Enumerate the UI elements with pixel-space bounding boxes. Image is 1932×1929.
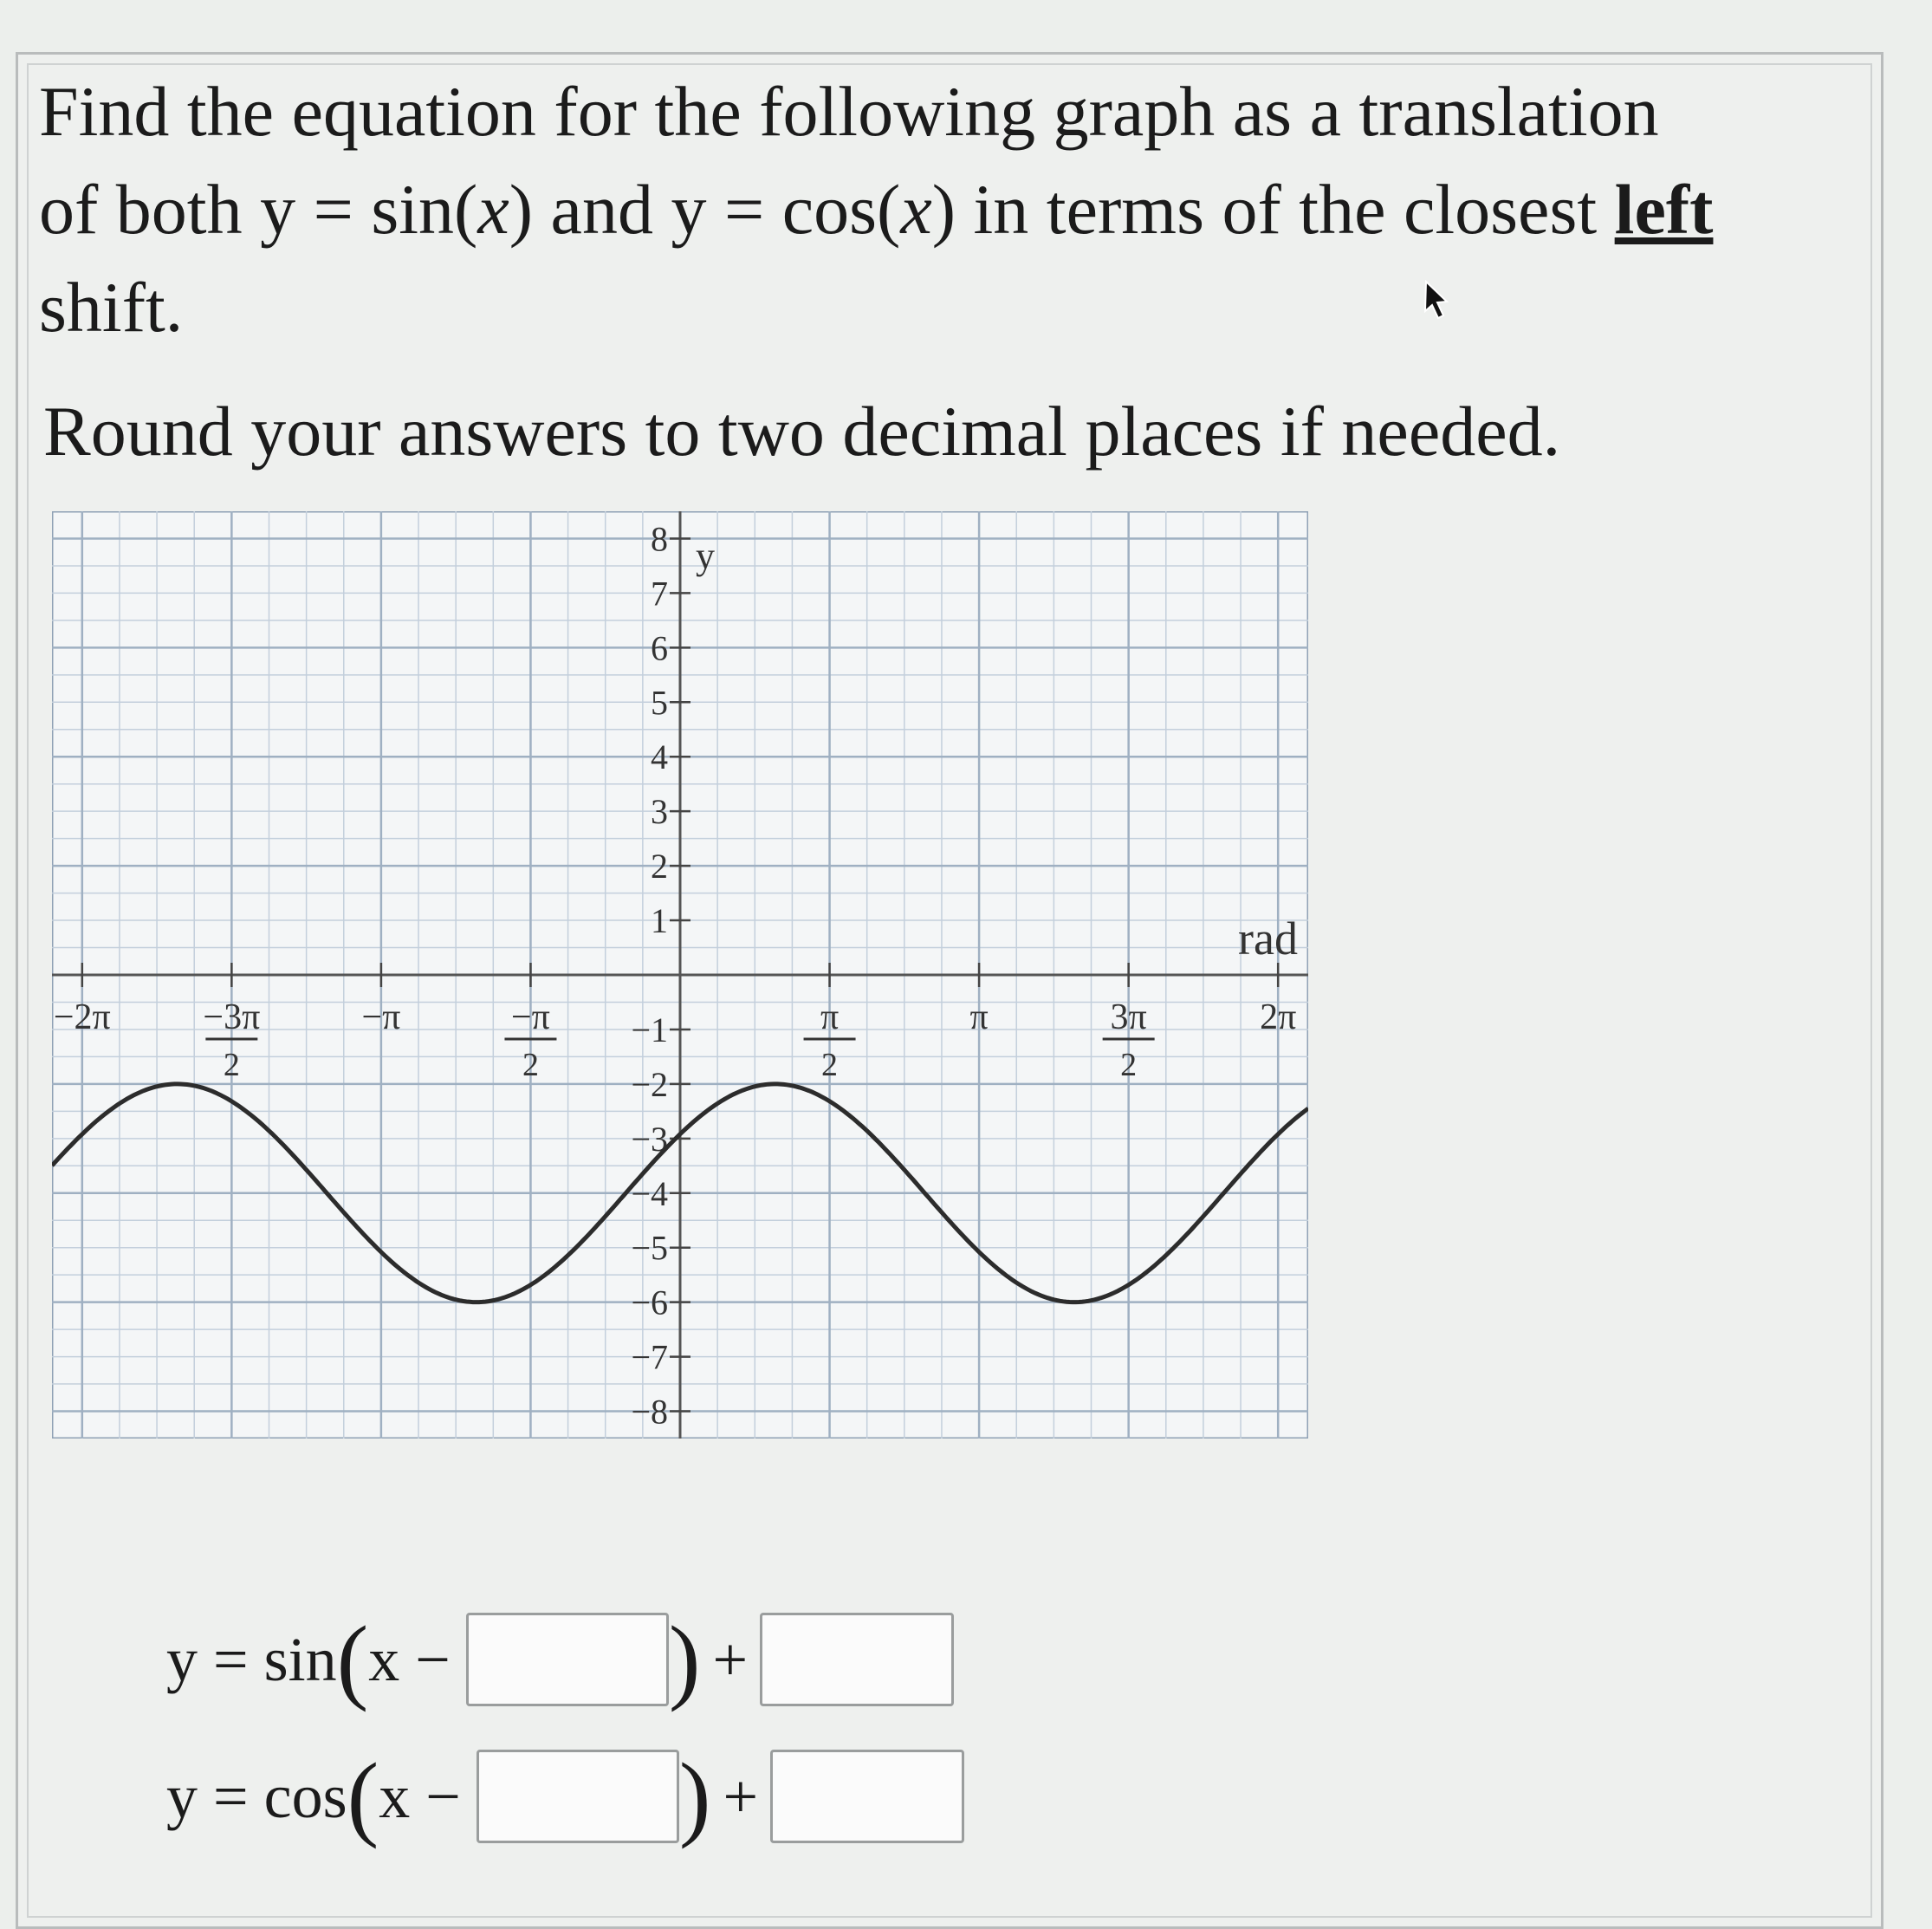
y-tick-label: −1	[631, 1010, 668, 1049]
x-tick-label: −π	[361, 997, 401, 1037]
y-tick-label: −3	[631, 1119, 668, 1159]
mouse-pointer-icon	[1421, 279, 1450, 322]
y-tick-label: 5	[651, 683, 668, 723]
y-tick-label: −6	[631, 1283, 668, 1322]
y-tick-label: 8	[651, 519, 668, 559]
instruction-text: Round your answers to two decimal places if needed.	[43, 392, 1561, 471]
y-tick-label: 4	[651, 737, 668, 777]
y-tick-label: −7	[631, 1337, 668, 1377]
x-tick-label: 3π	[1110, 997, 1147, 1037]
sine-close-paren: )	[668, 1607, 701, 1712]
x-tick-label: π	[820, 997, 840, 1037]
graph	[52, 511, 1308, 1439]
x-tick-label: −π	[510, 997, 550, 1037]
y-tick-label: −4	[631, 1173, 668, 1213]
x-tick-label: π	[969, 997, 989, 1037]
x-axis-label: rad	[1238, 913, 1298, 964]
y-tick-label: −8	[631, 1392, 668, 1432]
y-tick-label: −5	[631, 1228, 668, 1268]
x-tick-label: 2π	[1260, 997, 1297, 1037]
x-tick-label: −3π	[203, 997, 261, 1037]
left-emphasis: left	[1614, 170, 1714, 249]
question-line-1: Find the equation for the following graph as a translation	[39, 72, 1659, 151]
cosine-vertical-shift-input[interactable]	[770, 1750, 964, 1843]
sine-equation	[166, 1607, 954, 1712]
cosine-open-paren: (	[347, 1744, 379, 1849]
y-tick-label: 6	[651, 628, 668, 668]
cosine-phase-shift-input[interactable]	[477, 1750, 679, 1843]
cosine-close-paren: )	[678, 1744, 711, 1849]
x-tick-denominator: 2	[1120, 1047, 1138, 1083]
question-line-3: shift.	[39, 268, 184, 347]
cosine-plus: +	[723, 1761, 759, 1831]
question-line-2: of both y = sin(x) and y = cos(x) in terms of the closest left	[39, 170, 1714, 249]
cosine-func-label: cos	[263, 1761, 347, 1831]
sine-func-label: sin	[263, 1624, 337, 1694]
sine-plus: +	[712, 1624, 749, 1694]
x-tick-label: −2π	[53, 997, 111, 1037]
sine-open-paren: (	[336, 1607, 369, 1712]
sine-phase-shift-input[interactable]	[466, 1613, 669, 1706]
sine-y-equals: y =	[166, 1624, 249, 1694]
sine-vertical-shift-input[interactable]	[760, 1613, 954, 1706]
y-tick-label: 1	[651, 901, 668, 941]
question-text	[39, 62, 1841, 356]
cosine-equation	[166, 1744, 964, 1849]
y-axis-label: y	[696, 535, 715, 577]
y-tick-label: 3	[651, 792, 668, 832]
y-tick-label: 7	[651, 574, 668, 614]
y-tick-label: −2	[631, 1064, 668, 1104]
x-tick-denominator: 2	[223, 1047, 240, 1083]
cosine-x-minus: x −	[379, 1761, 461, 1831]
cosine-y-equals: y =	[166, 1761, 249, 1831]
y-tick-label: 2	[651, 847, 668, 887]
sine-x-minus: x −	[368, 1624, 451, 1694]
x-tick-denominator: 2	[821, 1047, 839, 1083]
x-tick-denominator: 2	[522, 1047, 539, 1083]
